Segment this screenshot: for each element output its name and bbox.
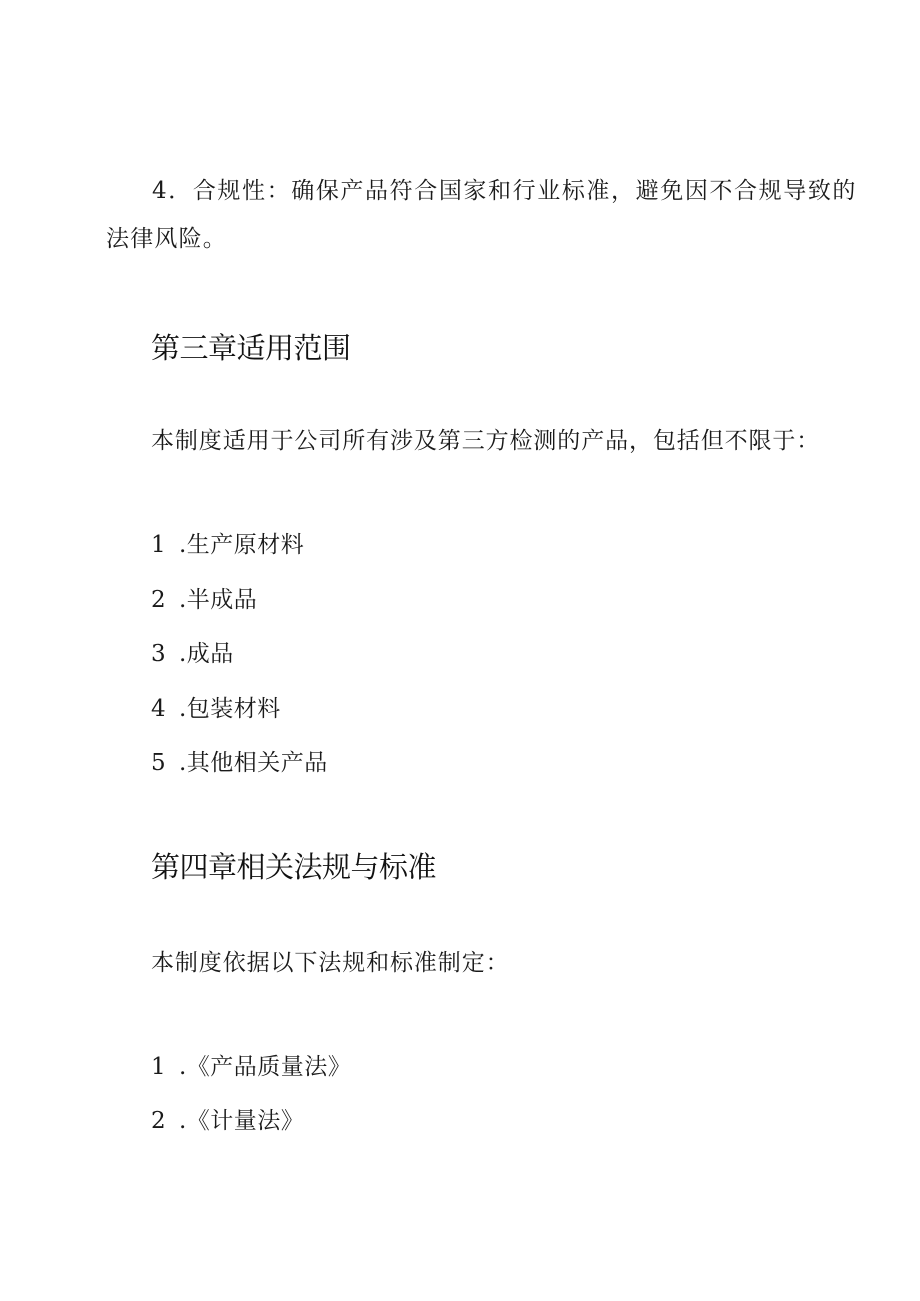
list-item-number: 4 <box>151 696 167 722</box>
list-item-number: 1 <box>151 1054 167 1080</box>
list-item-text: .半成品 <box>179 587 258 613</box>
list-item-text: .《产品质量法》 <box>179 1054 352 1080</box>
compliance-item-line2: 法律风险。 <box>106 226 227 252</box>
list-item-text: .成品 <box>179 641 234 667</box>
list-item-number: 2 <box>151 1108 167 1134</box>
list-item-text: .《计量法》 <box>179 1108 305 1134</box>
list-item-text: .包装材料 <box>179 696 281 722</box>
compliance-item-line1: 4．合规性：确保产品符合国家和行业标准，避免因不合规导致的 <box>152 178 858 204</box>
list-item-number: 3 <box>151 641 167 667</box>
list-item-number: 1 <box>151 532 167 558</box>
list-item <box>151 747 328 779</box>
chapter4-title: 第四章相关法规与标准 <box>151 850 437 884</box>
list-item <box>151 638 234 670</box>
list-item-text: .生产原材料 <box>179 532 305 558</box>
chapter3-title: 第三章适用范围 <box>151 331 351 365</box>
chapter4-intro: 本制度依据以下法规和标准制定： <box>151 950 510 976</box>
list-item <box>151 1051 351 1083</box>
list-item-number: 5 <box>151 750 167 776</box>
list-item <box>151 584 257 616</box>
list-item <box>151 529 304 561</box>
list-item <box>151 1105 304 1137</box>
list-item-number: 2 <box>151 587 167 613</box>
list-item <box>151 693 281 725</box>
chapter3-intro: 本制度适用于公司所有涉及第三方检测的产品，包括但不限于： <box>151 428 821 454</box>
list-item-text: .其他相关产品 <box>179 750 328 776</box>
